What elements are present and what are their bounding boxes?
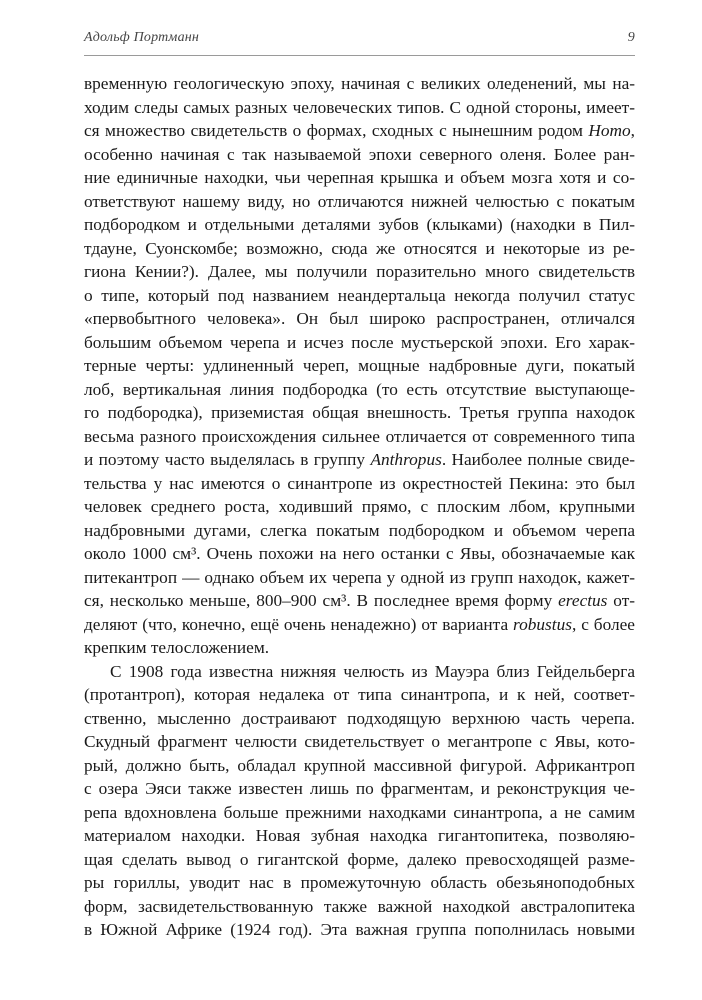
latin-term: Anthropus (370, 450, 442, 469)
text-line: (протантроп), которая недалека от типа синантропа, и к ней, соответ- (84, 685, 635, 704)
text-line: «первобытного человека». Он был широко распространен, отличался (84, 309, 635, 328)
text-line: ся множество свидетельств о формах, сходных с нынешним родом Homo, (84, 121, 635, 140)
text-line: ходим следы самых разных человеческих типов. С одной стороны, имеет- (84, 97, 635, 117)
text-line: человек среднего роста, ходивший прямо, с плоским лбом, крупными (84, 497, 635, 516)
paragraph (84, 660, 635, 942)
text-line: крепким телосложением. (84, 638, 270, 657)
text-line: надбровными дугами, слегка покатым подбородком и объемом черепа (84, 520, 635, 540)
text-line: с озера Эяси также известен лишь по фрагментам, и реконструкция че- (84, 779, 635, 798)
text-line: материалом находки. Новая зубная находка гигантопитека, позволяю- (84, 826, 635, 845)
paragraph (84, 72, 635, 660)
text-line: тельства у нас имеются о синантропе из окрестностей Пекина: это был (84, 473, 635, 493)
page-number: 9 (627, 30, 635, 45)
text-line: ние единичные находки, чьи черепная крышка и объем мозга хотя и со- (84, 168, 635, 187)
text-line: Скудный фрагмент челюсти свидетельствует о мегантропе с Явы, кото- (84, 732, 635, 751)
text-line: большим объемом черепа и исчез после мустьерской эпохи. Его харак- (84, 332, 635, 352)
text-line: ответствуют нашему виду, но отличаются нижней челюстью с покатым (84, 191, 635, 211)
text-line: около 1000 см³. Очень похожи на него останки с Явы, обозначаемые как (84, 544, 635, 563)
text-line: тдауне, Суонскомбе; возможно, сюда же относятся и некоторые из ре- (84, 238, 635, 258)
text-line: щая сделать вывод о гигантской форме, далеко превосходящей разме- (84, 849, 635, 869)
text-line: репа вдохновлена больше прежними находками синантропа, а не самим (84, 802, 635, 822)
text-line: форм, засвидетельствованную также важной находкой австралопитека (84, 896, 635, 916)
text-line: о типе, который под названием неандертальца некогда получил статус (84, 285, 635, 305)
text-line: временную геологическую эпоху, начиная с великих оледенений, мы на- (84, 74, 635, 93)
text-line: весьма разного происхождения сильнее отличается от современного типа (84, 426, 635, 446)
header-rule (84, 55, 635, 56)
text-line: С 1908 года известна нижняя челюсть из Мауэра близ Гейдельберга (110, 661, 635, 681)
text-line: ся, несколько меньше, 800–900 см³. В последнее время форму erectus от- (84, 591, 635, 610)
text-line: ственно, мысленно достраивают подходящую верхнюю часть черепа. (84, 708, 635, 728)
text-line: в Южной Африке (1924 год). Эта важная группа пополнилась новыми (84, 920, 635, 939)
text-line: и поэтому часто выделялась в группу Anthropus. Наиболее полные свиде- (84, 450, 635, 469)
text-line: терные черты: удлиненный череп, мощные надбровные дуги, покатый (84, 356, 635, 375)
text-line: лоб, вертикальная линия подбородка (то есть отсутствие выступающе- (84, 379, 635, 399)
latin-term: robustus (513, 614, 572, 634)
text-line: подбородком и отдельными деталями зубов (клыками) (находки в Пил- (84, 215, 635, 234)
body-text (84, 72, 635, 942)
text-line: го подбородка), приземистая общая внешность. Третья группа находок (84, 403, 635, 422)
latin-term: Homo (588, 121, 631, 140)
text-line: рый, должно быть, обладал крупной массивной фигурой. Африкантроп (84, 755, 635, 775)
text-line: особенно начиная с так называемой эпохи северного оленя. Более ран- (84, 144, 635, 164)
text-line: деляют (что, конечно, ещё очень ненадежно) от варианта robustus, с более (84, 614, 635, 634)
text-line: ры гориллы, уводит нас в промежуточную область обезьяноподобных (84, 873, 635, 892)
text-line: питекантроп — однако объем их черепа у одной из групп находок, кажет- (84, 567, 635, 587)
running-head (84, 30, 635, 52)
running-head-author: Адольф Портманн (84, 30, 200, 45)
text-line: гиона Кении?). Далее, мы получили поразительно много свидетельств (84, 262, 635, 281)
latin-term: erectus (558, 591, 608, 610)
